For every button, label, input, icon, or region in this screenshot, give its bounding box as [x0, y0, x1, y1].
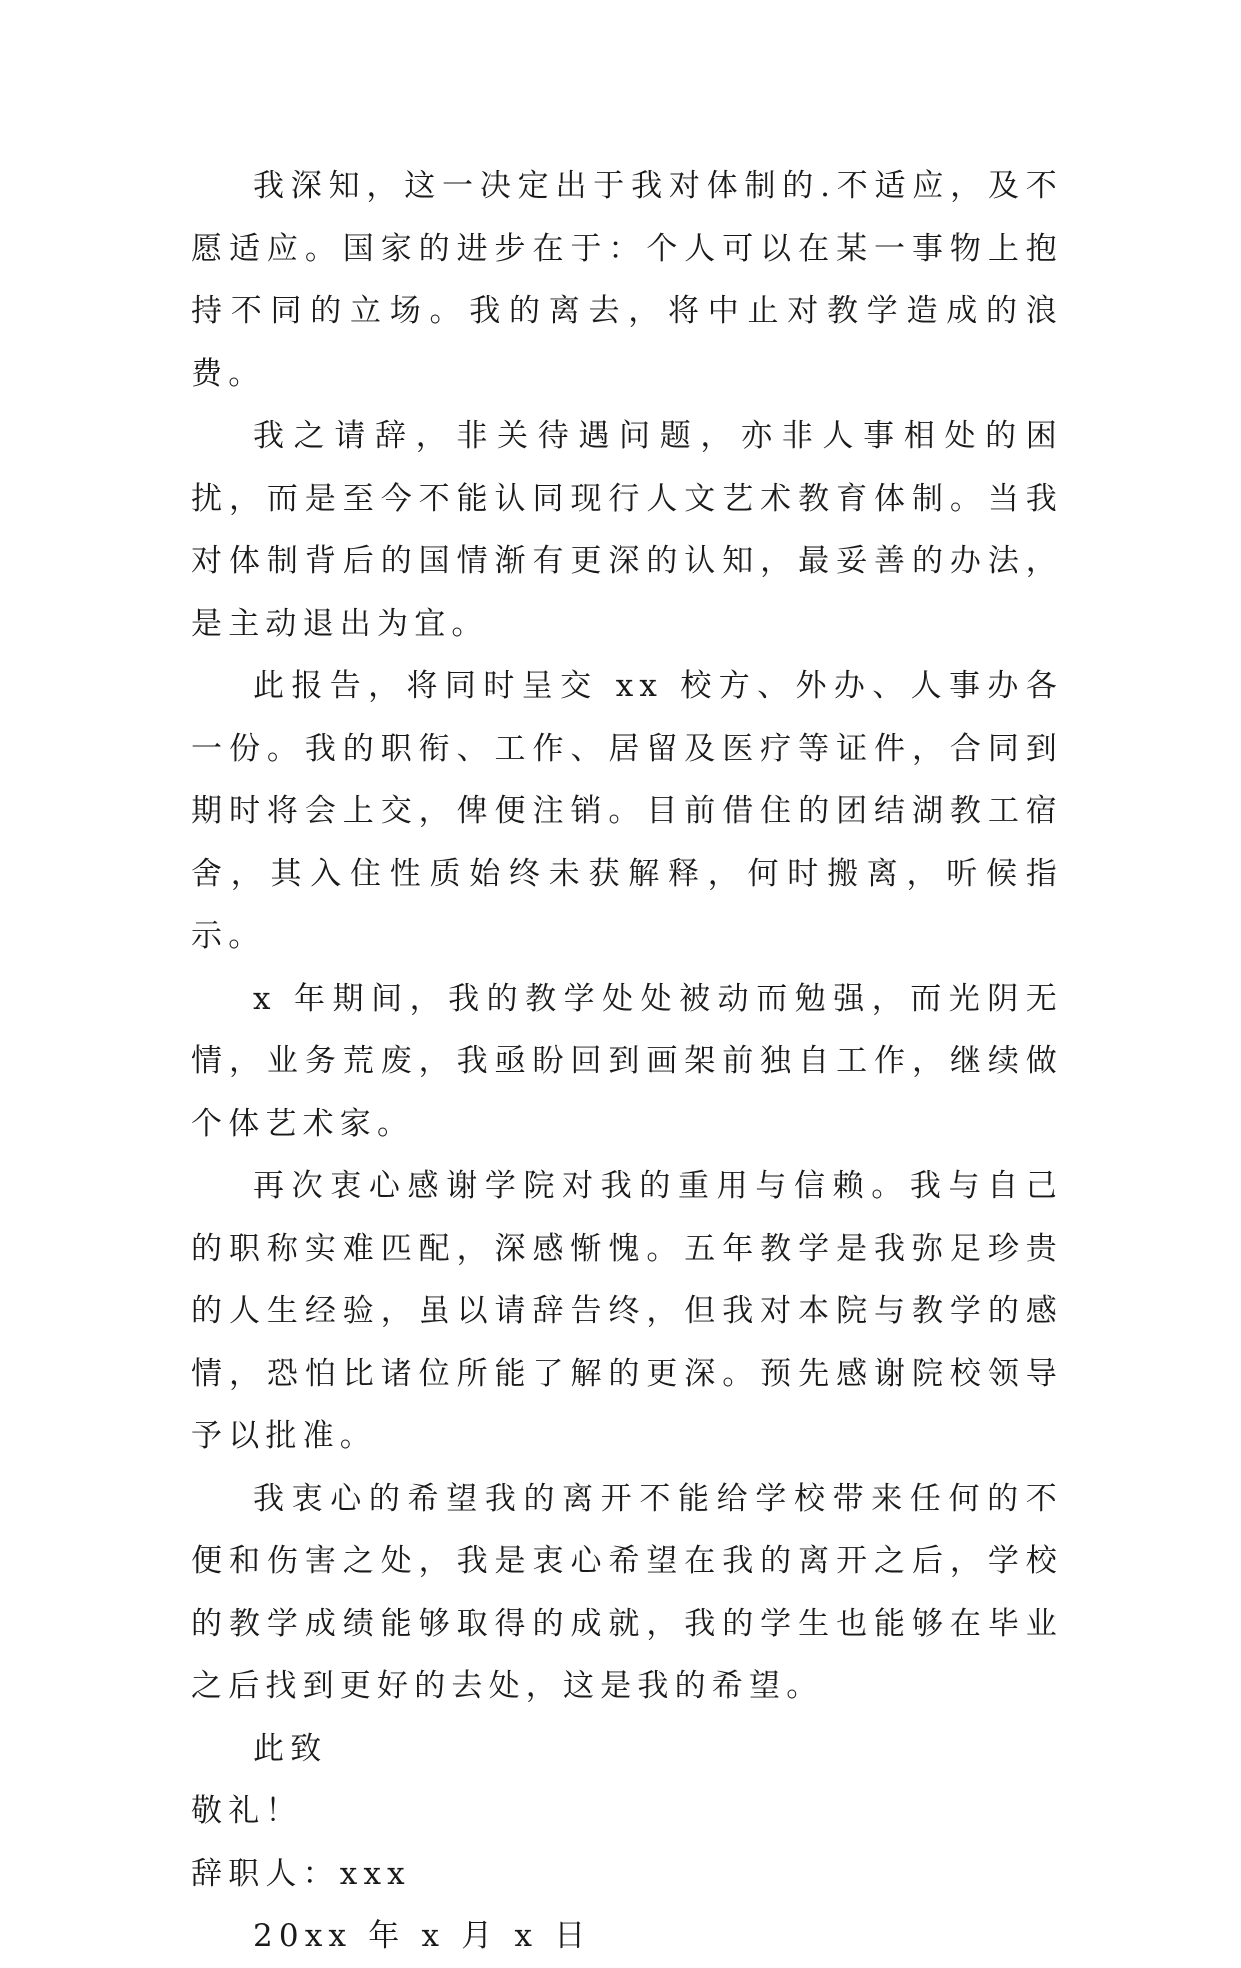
closing-line: 此致 [253, 1730, 328, 1767]
paragraph-2: 我之请辞，非关待遇问题，亦非人事相处的困扰，而是至今不能认同现行人文艺术教育体制。当我对体制背后的国情渐有更深的认知，最妥善的办法，是主动退出为宜。 [191, 418, 1063, 642]
paragraph-6: 我衷心的希望我的离开不能给学校带来任何的不便和伤害之处，我是衷心希望在我的离开之后，学校的教学成绩能够取得的成就，我的学生也能够在毕业之后找到更好的去处，这是我的希望。 [191, 1480, 1063, 1704]
paragraph-3: 此报告，将同时呈交 xx 校方、外办、人事办各一份。我的职衔、工作、居留及医疗等证件，合同到期时将会上交，俾便注销。目前借住的团结湖教工宿舍，其入住性质始终未获解释，何时搬离，听候指示。 [191, 668, 1063, 954]
letter-body [191, 155, 1063, 1968]
paragraph-1: 我深知，这一决定出于我对体制的.不适应，及不愿适应。国家的进步在于：个人可以在某一事物上抱持不同的立场。我的离去，将中止对教学造成的浪费。 [191, 168, 1063, 392]
paragraph-5: 再次衷心感谢学院对我的重用与信赖。我与自己的职称实难匹配，深感惭愧。五年教学是我弥足珍贵的人生经验，虽以请辞告终，但我对本院与教学的感情，恐怕比诸位所能了解的更深。预先感谢院校领导予以批准。 [191, 1168, 1063, 1454]
paragraph-4: x 年期间，我的教学处处被动而勉强，而光阴无情，业务荒废，我亟盼回到画架前独自工作，继续做个体艺术家。 [191, 980, 1063, 1142]
signature-line: 辞职人：xxx [191, 1855, 411, 1892]
date-line: 20xx 年 x 月 x 日 [253, 1918, 592, 1954]
salute-line: 敬礼！ [191, 1793, 303, 1829]
